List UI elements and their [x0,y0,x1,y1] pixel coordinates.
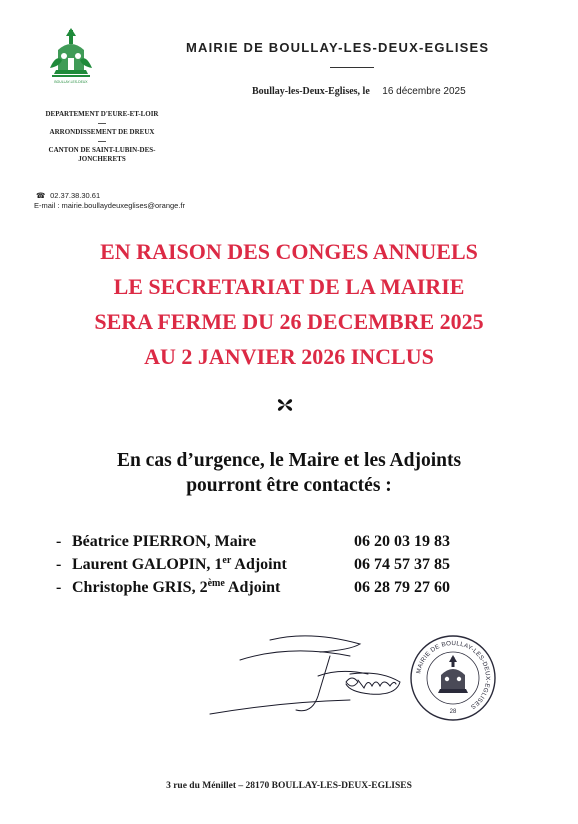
list-dash: - [56,556,62,573]
notice-line: AU 2 JANVIER 2026 INCLUS [144,344,434,369]
contact-name: Laurent GALOPIN, 1er Adjoint [72,555,287,573]
administrative-block [34,110,170,168]
contact-list [56,530,476,599]
closure-notice [0,234,578,374]
contact-phone: 06 74 57 37 85 [354,556,450,573]
contact-phone: 06 20 03 19 83 [354,533,450,550]
notice-line: SERA FERME DU 26 DECEMBRE 2025 [94,309,484,334]
date-line [252,86,466,97]
contact-row [56,530,476,553]
contact-name: Christophe GRIS, 2ème Adjoint [72,578,281,596]
admin-divider [98,123,106,124]
title-divider [330,67,374,68]
emergency-heading [0,448,578,498]
org-title: MAIRIE DE BOULLAY-LES-DEUX-EGLISES [186,40,490,55]
notice-line: EN RAISON DES CONGES ANNUELS [100,239,478,264]
department-label: DEPARTEMENT D'EURE-ET-LOIR [45,110,159,118]
fleuron-ornament-icon [276,396,294,414]
contact-name: Béatrice PIERRON, Maire [72,533,257,550]
canton-label: CANTON DE SAINT-LUBIN-DES-JONCHERETS [48,146,156,163]
svg-text:MAIRIE DE BOULLAY-LES-DEUX-EGL: MAIRIE DE BOULLAY-LES-DEUX-EGLISES [415,639,492,711]
contact-block [34,191,185,211]
svg-text:28: 28 [449,709,457,715]
emergency-line: En cas d’urgence, le Maire et les Adjoints [116,450,462,471]
date-value: 16 décembre 2025 [382,86,466,97]
list-dash: - [56,533,62,550]
svg-text:BOULLAY-LES-DEUX: BOULLAY-LES-DEUX [54,80,88,84]
contact-phone: 06 28 79 27 60 [354,579,450,596]
handwritten-signature-icon [200,630,410,725]
arrondissement-label: ARRONDISSEMENT DE DREUX [49,128,155,136]
email-line: E-mail : mairie.boullaydeuxeglises@orange.fr [34,201,186,210]
phone-number: 02.37.38.30.61 [50,191,101,200]
emergency-line: pourront être contactés : [186,475,392,496]
mairie-seal-stamp-icon [408,633,498,723]
notice-line: LE SECRETARIAT DE LA MAIRIE [113,274,465,299]
phone-line [34,191,185,201]
date-place: Boullay-les-Deux-Eglises, le [252,86,370,97]
admin-divider [98,141,106,142]
list-dash: - [56,579,62,596]
town-hall-logo-icon [42,24,100,86]
telephone-icon: ☎ [36,191,46,200]
footer-address: 3 rue du Ménillet – 28170 BOULLAY-LES-DEUX-EGLISES [166,781,412,791]
contact-row [56,553,476,576]
contact-row [56,576,476,599]
